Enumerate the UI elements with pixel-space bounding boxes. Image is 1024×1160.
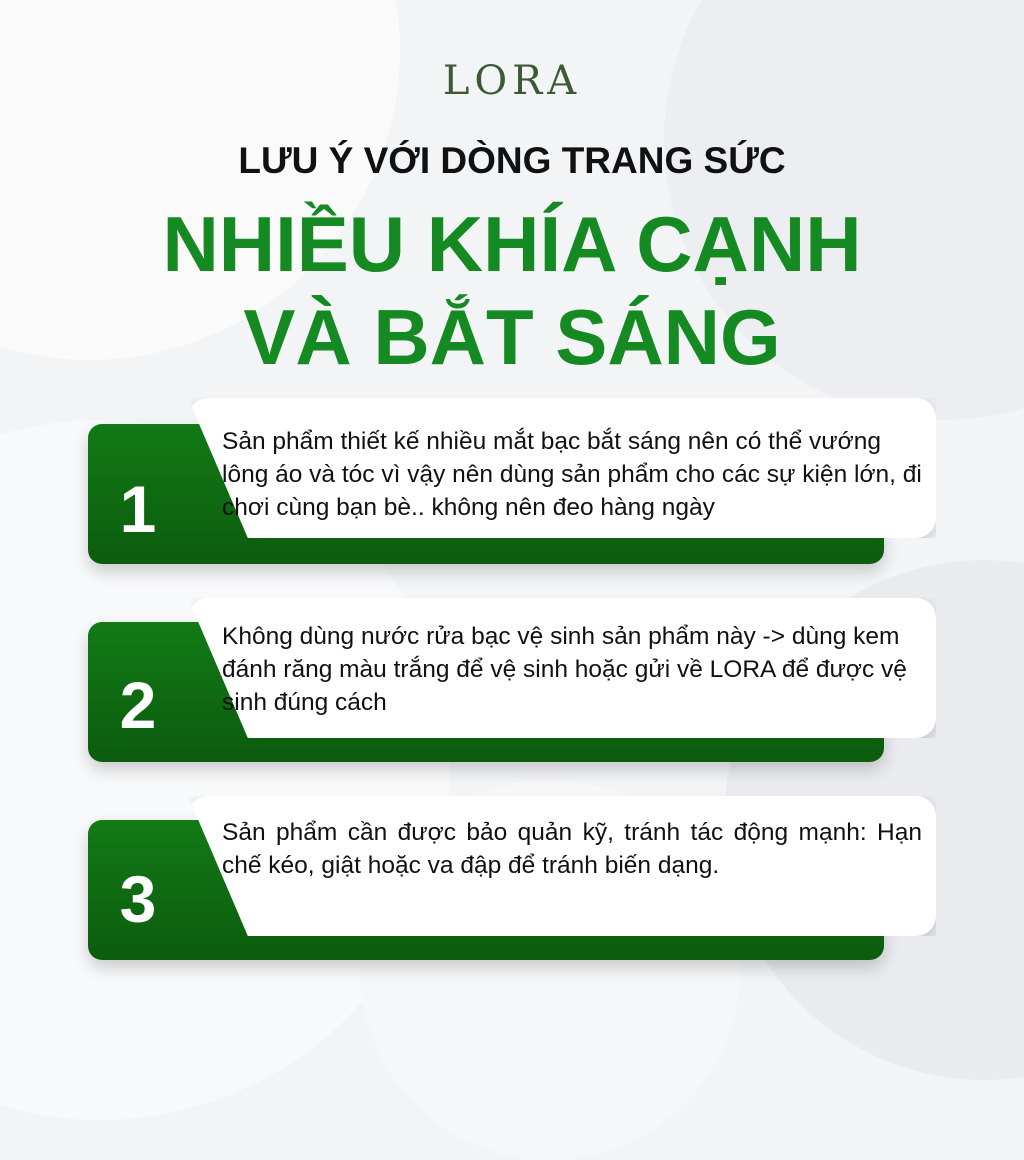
tip-number: 2 — [119, 668, 157, 742]
page-title-line-1: NHIỀU KHÍA CẠNH — [162, 200, 862, 288]
tip-text: Không dùng nước rửa bạc vệ sinh sản phẩm này -> dùng kem đánh răng màu trắng để vệ sinh hoặc gửi về LORA để được vệ sinh đúng cách — [222, 623, 907, 716]
page-subtitle: LƯU Ý VỚI DÒNG TRANG SỨC — [238, 140, 786, 181]
page-title-line-2: VÀ BẮT SÁNG — [243, 293, 781, 381]
tip-text: Sản phẩm thiết kế nhiều mắt bạc bắt sáng nên có thể vướng lông áo và tóc vì vậy nên dùng sản phẩm cho các sự kiện lớn, đi chơi cùng bạn bè.. không nên đeo hàng ngày — [222, 428, 922, 521]
tip-number: 1 — [119, 472, 157, 546]
tip-number: 3 — [119, 862, 157, 936]
brand-logo: LORA — [442, 58, 582, 104]
tip-text: Sản phẩm cần được bảo quản kỹ, tránh tác động mạnh: Hạn chế kéo, giật hoặc va đập để tránh biến dạng. — [222, 819, 922, 879]
